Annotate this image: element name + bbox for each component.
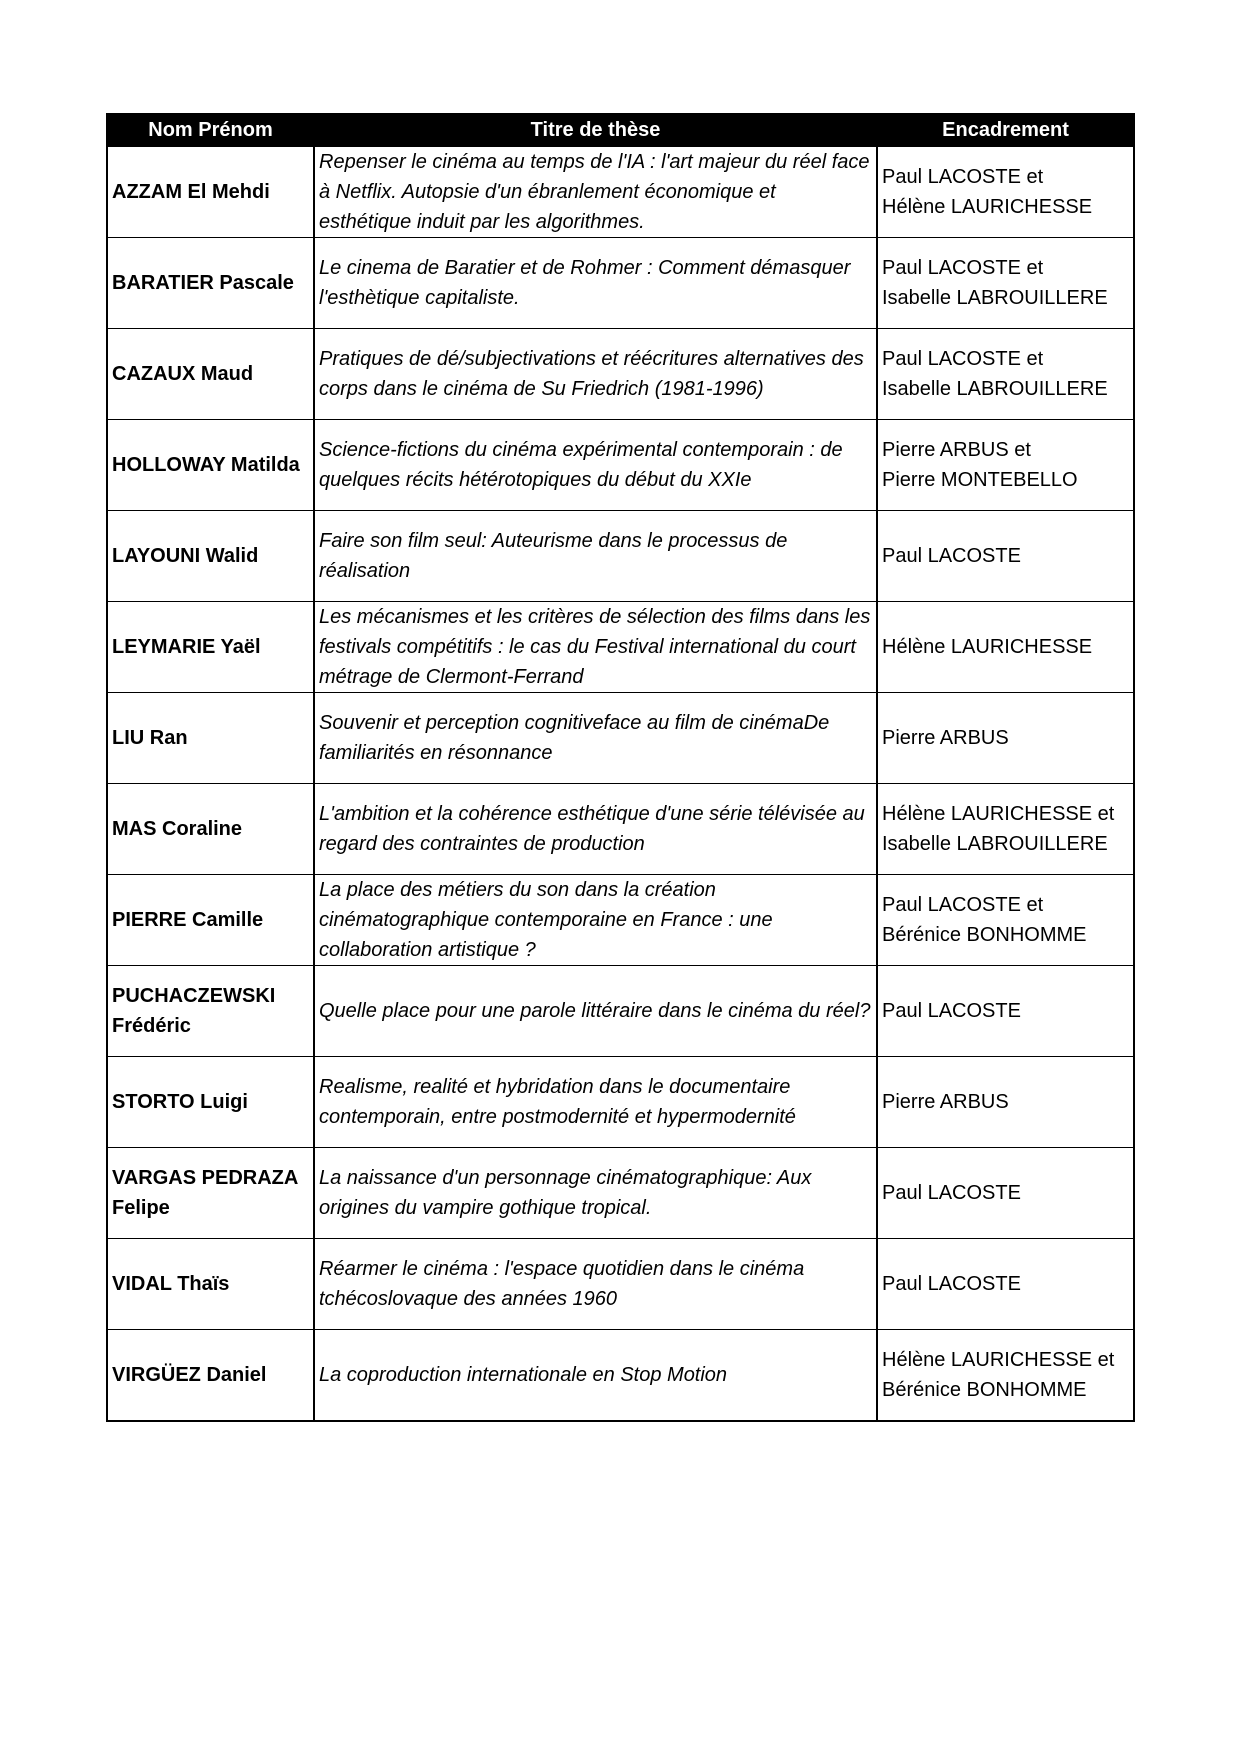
document-page [106,113,1133,1422]
cell-thesis-title: Science-fictions du cinéma expérimental contemporain : de quelques récits hétérotopiques du début du XXIe [314,420,877,511]
cell-thesis-title: Realisme, realité et hybridation dans le documentaire contemporain, entre postmodernité et hypermodernité [314,1057,877,1148]
cell-thesis-title: Faire son film seul: Auteurisme dans le processus de réalisation [314,511,877,602]
table-row [107,602,1134,693]
cell-name: VARGAS PEDRAZA Felipe [107,1148,314,1239]
cell-supervision: Paul LACOSTE et Isabelle LABROUILLERE [877,329,1134,420]
cell-supervision: Paul LACOSTE et Hélène LAURICHESSE [877,147,1134,238]
cell-supervision: Paul LACOSTE [877,1239,1134,1330]
table-row [107,329,1134,420]
cell-thesis-title: Quelle place pour une parole littéraire dans le cinéma du réel? [314,966,877,1057]
cell-supervision: Paul LACOSTE [877,511,1134,602]
table-row [107,1330,1134,1422]
table-row [107,1239,1134,1330]
table-row [107,1057,1134,1148]
cell-name: LIU Ran [107,693,314,784]
table-row [107,784,1134,875]
cell-name: BARATIER Pascale [107,238,314,329]
table-row [107,693,1134,784]
cell-name: VIDAL Thaïs [107,1239,314,1330]
cell-name: VIRGÜEZ Daniel [107,1330,314,1422]
cell-supervision: Paul LACOSTE [877,1148,1134,1239]
cell-supervision: Paul LACOSTE et Bérénice BONHOMME [877,875,1134,966]
cell-supervision: Pierre ARBUS [877,693,1134,784]
cell-thesis-title: Pratiques de dé/subjectivations et réécritures alternatives des corps dans le cinéma de Su Friedrich (1981-1996) [314,329,877,420]
cell-supervision: Hélène LAURICHESSE et Bérénice BONHOMME [877,1330,1134,1422]
cell-supervision: Hélène LAURICHESSE [877,602,1134,693]
cell-thesis-title: L'ambition et la cohérence esthétique d'une série télévisée au regard des contraintes de production [314,784,877,875]
cell-name: MAS Coraline [107,784,314,875]
table-body [107,147,1134,1422]
thesis-table [106,113,1135,1422]
cell-supervision: Paul LACOSTE et Isabelle LABROUILLERE [877,238,1134,329]
cell-thesis-title: Souvenir et perception cognitiveface au film de cinémaDe familiarités en résonnance [314,693,877,784]
cell-supervision: Pierre ARBUS [877,1057,1134,1148]
cell-name: LAYOUNI Walid [107,511,314,602]
header-supervision: Encadrement [877,114,1134,147]
table-row [107,875,1134,966]
table-row [107,511,1134,602]
header-row [107,114,1134,147]
cell-name: STORTO Luigi [107,1057,314,1148]
cell-name: HOLLOWAY Matilda [107,420,314,511]
cell-name: LEYMARIE Yaël [107,602,314,693]
cell-thesis-title: La naissance d'un personnage cinématographique: Aux origines du vampire gothique tropical. [314,1148,877,1239]
table-header [107,114,1134,147]
cell-name: AZZAM El Mehdi [107,147,314,238]
table-row [107,1148,1134,1239]
cell-thesis-title: Repenser le cinéma au temps de l'IA : l'art majeur du réel face à Netflix. Autopsie d'un ébranlement économique et esthétique induit par les algorithmes. [314,147,877,238]
table-row [107,238,1134,329]
table-row [107,966,1134,1057]
cell-supervision: Pierre ARBUS et Pierre MONTEBELLO [877,420,1134,511]
cell-name: PUCHACZEWSKI Frédéric [107,966,314,1057]
cell-thesis-title: La coproduction internationale en Stop Motion [314,1330,877,1422]
cell-thesis-title: Les mécanismes et les critères de sélection des films dans les festivals compétitifs : le cas du Festival international du court métrage de Clermont-Ferrand [314,602,877,693]
cell-name: PIERRE Camille [107,875,314,966]
cell-thesis-title: Réarmer le cinéma : l'espace quotidien dans le cinéma tchécoslovaque des années 1960 [314,1239,877,1330]
header-name: Nom Prénom [107,114,314,147]
table-row [107,147,1134,238]
cell-name: CAZAUX Maud [107,329,314,420]
cell-thesis-title: La place des métiers du son dans la création cinématographique contemporaine en France : une collaboration artistique ? [314,875,877,966]
header-thesis-title: Titre de thèse [314,114,877,147]
table-row [107,420,1134,511]
cell-supervision: Hélène LAURICHESSE et Isabelle LABROUILLERE [877,784,1134,875]
cell-thesis-title: Le cinema de Baratier et de Rohmer : Comment démasquer l'esthètique capitaliste. [314,238,877,329]
cell-supervision: Paul LACOSTE [877,966,1134,1057]
